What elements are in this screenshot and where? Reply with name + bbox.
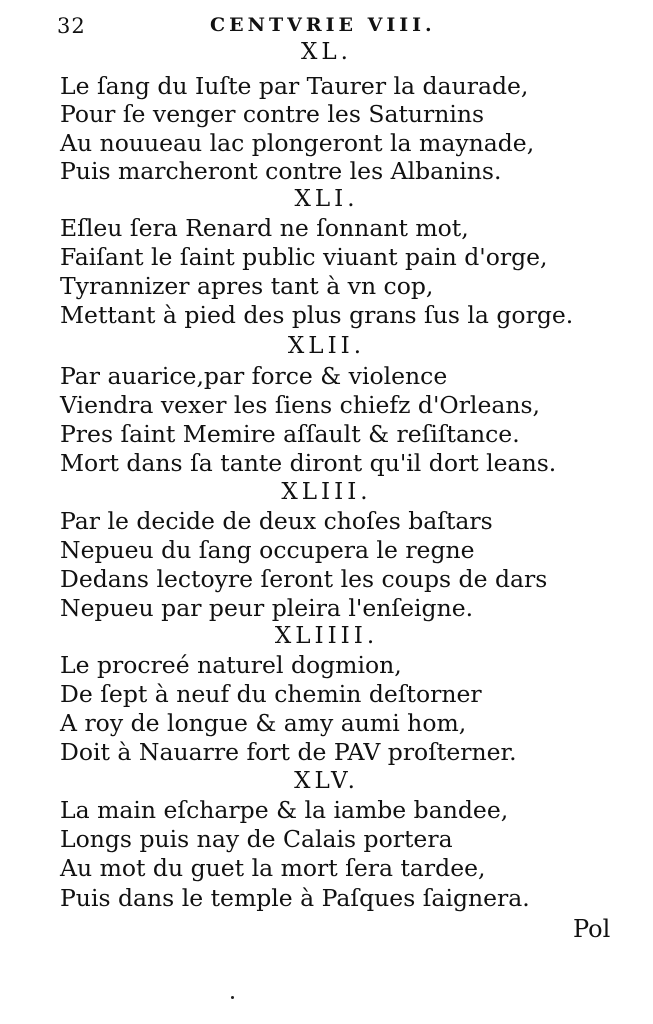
- verse-line: Longs puis nay de Calais portera: [60, 825, 453, 853]
- verse-line: Dedans lectoyre ſeront les coups de dars: [60, 565, 548, 593]
- running-title: CENTVRIE VIII.: [210, 14, 436, 36]
- verse-line: Mettant à pied des plus grans ſus la gorge.: [60, 301, 574, 329]
- page-number: 32: [57, 14, 86, 38]
- verse-line: A roy de longue & amy aumi hom,: [60, 709, 467, 737]
- quatrain-number: XLIIII.: [274, 623, 379, 649]
- verse-line: Tyrannizer apres tant à vn cop,: [60, 272, 434, 300]
- verse-line: Eſleu ſera Renard ne ſonnant mot,: [60, 214, 469, 242]
- verse-line: Pour ſe venger contre les Saturnins: [60, 100, 485, 128]
- verse-line: Puis dans le temple à Paſques ſaignera.: [60, 884, 530, 912]
- verse-line: Faiſant le ſaint public viuant pain d'orge,: [60, 243, 548, 271]
- verse-line: La main eſcharpe & la iambe bandee,: [60, 796, 509, 824]
- quatrain-number: XLII.: [287, 333, 366, 359]
- verse-line: Par le decide de deux choſes baſtars: [60, 507, 493, 535]
- verse-line: Le ſang du Iuſte par Taurer la daurade,: [60, 72, 529, 100]
- verse-line: Au nouueau lac plongeront la maynade,: [60, 129, 535, 157]
- ink-speck: [231, 996, 234, 999]
- verse-line: Mort dans ſa tante diront qu'il dort leans.: [60, 449, 557, 477]
- verse-line: De ſept à neuf du chemin deſtorner: [60, 680, 482, 708]
- verse-line: Par auarice,par force & violence: [60, 362, 448, 390]
- quatrain-number: XLIII.: [281, 479, 372, 505]
- verse-line: Pres ſaint Memire aſſault & reſiſtance.: [60, 420, 520, 448]
- verse-line: Le procreé naturel dogmion,: [60, 651, 402, 679]
- verse-line: Nepueu par peur pleira l'enſeigne.: [60, 594, 474, 622]
- verse-line: Viendra vexer les ſiens chiefz d'Orleans,: [60, 391, 541, 419]
- verse-line: Doit à Nauarre fort de PAV proſterner.: [60, 738, 517, 766]
- quatrain-number: XL.: [301, 39, 352, 65]
- verse-line: Au mot du guet la mort ſera tardee,: [60, 854, 486, 882]
- verse-line: Nepueu du ſang occupera le regne: [60, 536, 475, 564]
- quatrain-number: XLI.: [294, 186, 359, 212]
- quatrain-number: XLV.: [294, 768, 359, 794]
- verse-line: Puis marcheront contre les Albanins.: [60, 157, 502, 185]
- catchword: Pol: [573, 915, 611, 943]
